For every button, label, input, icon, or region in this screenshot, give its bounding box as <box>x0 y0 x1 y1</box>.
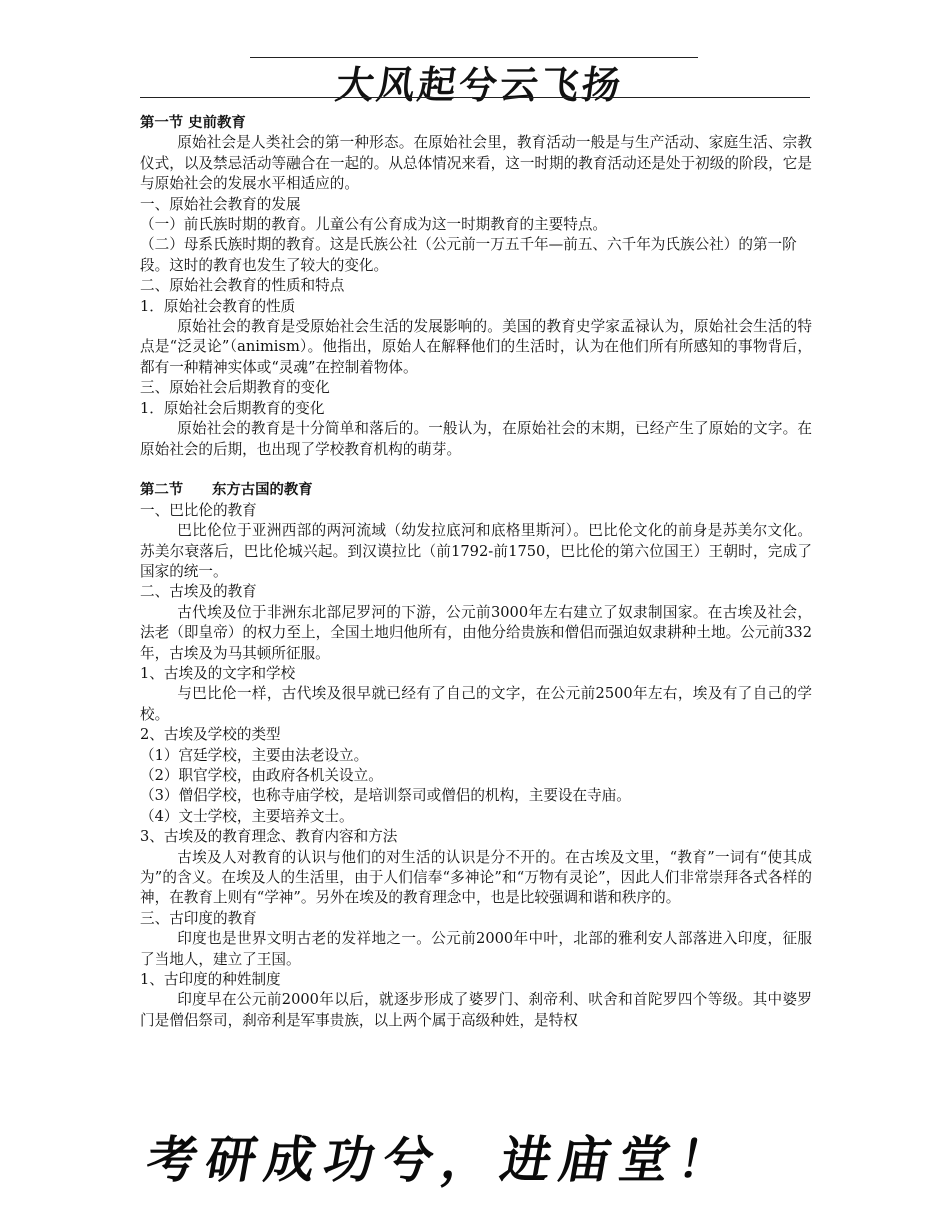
subheading-line: （4）文士学校，主要培养文士。 <box>140 807 354 825</box>
body-paragraph: 原始社会的教育是十分简单和落后的。一般认为，在原始社会的末期，已经产生了原始的文字。在原始社会的后期，也出现了学校教育机构的萌芽。 <box>140 420 812 458</box>
subheading-line: 一、原始社会教育的发展 <box>140 195 301 213</box>
subheading-line: 1、古印度的种姓制度 <box>140 971 281 989</box>
document-body <box>140 113 812 1031</box>
body-paragraph: 古埃及人对教育的认识与他们的对生活的认识是分不开的。在古埃及文里，“教育”一词有“使其成为”的含义。在埃及人的生活里，由于人们信奉“多神论”和“万物有灵论”，因此人们非常崇拜各式各样的神，在教育上则有“学神”。另外在埃及的教育理念中，也是比较强调和谐和秩序的。 <box>140 848 812 907</box>
body-paragraph: 与巴比伦一样，古代埃及很早就已经有了自己的文字，在公元前2500年左右，埃及有了自己的学校。 <box>140 685 812 723</box>
subheading-line: 三、原始社会后期教育的变化 <box>140 379 330 397</box>
subheading-line: 一、巴比伦的教育 <box>140 501 257 519</box>
body-paragraph: 巴比伦位于亚洲西部的两河流域（幼发拉底河和底格里斯河）。巴比伦文化的前身是苏美尔文化。苏美尔衰落后，巴比伦城兴起。到汉谟拉比（前1792-前1750，巴比伦的第六位国王）王朝时，完成了国家的统一。 <box>140 522 812 580</box>
subheading-line: 二、原始社会教育的性质和特点 <box>140 277 345 295</box>
body-paragraph: 印度早在公元前2000年以后，就逐步形成了婆罗门、刹帝利、吠舍和首陀罗四个等级。其中婆罗门是僧侣祭司，刹帝利是军事贵族，以上两个属于高级种姓，是特权 <box>140 991 812 1029</box>
subheading-line: 2、古埃及学校的类型 <box>140 726 281 744</box>
subheading-line: 1、古埃及的文字和学校 <box>140 664 296 682</box>
body-paragraph: 印度也是世界文明古老的发祥地之一。公元前2000年中叶，北部的雅利安人部落进入印度，征服了当地人，建立了王国。 <box>140 930 812 968</box>
subheading-line: 1．原始社会教育的性质 <box>140 297 296 315</box>
body-paragraph: 古代埃及位于非洲东北部尼罗河的下游，公元前3000年左右建立了奴隶制国家。在古埃及社会，法老（即皇帝）的权力至上，全国土地归他所有，由他分给贵族和僧侣而强迫奴隶耕种土地。公元前332年，古埃及为马其顿所征服。 <box>140 603 812 662</box>
section-heading: 第二节 东方古国的教育 <box>140 482 313 499</box>
body-paragraph: 原始社会是人类社会的第一种形态。在原始社会里，教育活动一般是与生产活动、家庭生活、宗教仪式，以及禁忌活动等融合在一起的。从总体情况来看，这一时期的教育活动还是处于初级的阶段，它是与原始社会的发展水平相适应的。 <box>140 134 812 193</box>
header-rule-bottom <box>140 97 810 98</box>
subheading-line: 二、古埃及的教育 <box>140 583 257 601</box>
body-paragraph: 原始社会的教育是受原始社会生活的发展影响的。美国的教育史学家孟禄认为，原始社会生活的特点是“泛灵论”（animism）。他指出，原始人在解释他们的生活时，认为在他们所有所感知的事物背后，都有一种精神实体或“灵魂”在控制着物体。 <box>140 318 812 376</box>
subheading-line: 1．原始社会后期教育的变化 <box>140 399 325 417</box>
subheading-line: 三、古印度的教育 <box>140 909 257 927</box>
blank-line <box>140 460 812 480</box>
subheading-line: （3）僧侣学校，也称寺庙学校，是培训祭司或僧侣的机构，主要设在寺庙。 <box>140 787 631 805</box>
subheading-line: （1）宫廷学校，主要由法老设立。 <box>140 746 369 764</box>
header-banner-title: 大风起兮云飞扬 <box>332 62 627 107</box>
section-heading: 第一节 史前教育 <box>140 115 246 131</box>
subheading-line: （二）母系氏族时期的教育。这是氏族公社（公元前一万五千年—前五、六千年为氏族公社）的第一阶段。这时的教育也发生了较大的变化。 <box>140 236 797 274</box>
footer-slogan: 考研成功兮，进庙堂！ <box>142 1130 743 1189</box>
subheading-line: 3、古埃及的教育理念、教育内容和方法 <box>140 828 398 846</box>
subheading-line: （一）前氏族时期的教育。儿童公有公育成为这一时期教育的主要特点。 <box>140 216 608 234</box>
subheading-line: （2）职官学校，由政府各机关设立。 <box>140 766 383 784</box>
